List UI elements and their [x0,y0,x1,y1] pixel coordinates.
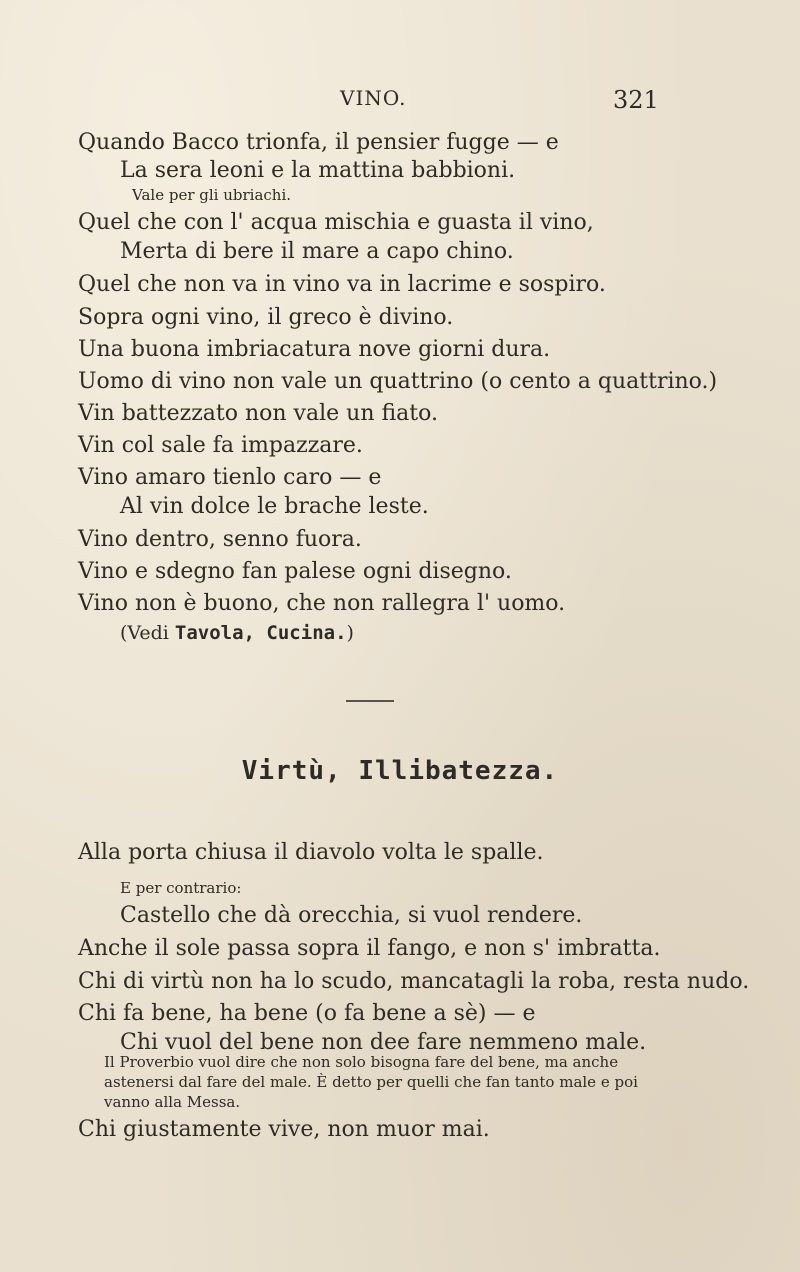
proverb-line: Uomo di vino non vale un quattrino (o cento a quattrino.) [78,369,718,394]
see-also-link: Tavola, Cucina. [174,622,347,644]
proverb-line: Vino amaro tienlo caro — e [78,465,382,490]
see-also-reference [120,622,354,644]
proverb-line: Quel che non va in vino va in lacrime e sospiro. [78,272,606,297]
proverb-line: Vino non è buono, che non rallegra l' uomo. [78,591,566,616]
proverb-line: Vin battezzato non vale un fiato. [78,401,438,426]
section-divider [346,700,394,702]
proverb-line: Chi di virtù non ha lo scudo, mancatagli la roba, resta nudo. [78,969,750,994]
page-header [0,86,800,116]
proverb-line: Quando Bacco trionfa, il pensier fugge — e [78,130,559,155]
proverb-line: Vino e sdegno fan palese ogni disegno. [78,559,512,584]
proverb-note: E per contrario: [120,879,242,897]
proverb-line: Castello che dà orecchia, si vuol rendere. [120,903,583,928]
proverb-line: Vin col sale fa impazzare. [78,433,363,458]
proverb-line: Chi giustamente vive, non muor mai. [78,1117,490,1142]
proverb-line: La sera leoni e la mattina babbioni. [120,158,516,183]
proverb-line: Merta di bere il mare a capo chino. [120,239,514,264]
proverb-line: Anche il sole passa sopra il fango, e non s' imbratta. [78,936,661,961]
see-also-suffix: ) [346,622,354,644]
proverb-line: Vino dentro, senno fuora. [78,527,362,552]
page-number: 321 [613,86,659,114]
see-also-prefix: (Vedi [120,622,175,644]
section-title: Virtù, Illibatezza. [241,756,559,786]
proverb-line: Chi vuol del bene non dee fare nemmeno male. [120,1030,647,1055]
proverb-line: Quel che con l' acqua mischia e guasta il vino, [78,210,594,235]
explanatory-note: Il Proverbio vuol dire che non solo bisogna fare del bene, ma anche astenersi dal fare del male. È detto per quelli che fan tanto male e poi vanno alla Messa. [104,1053,638,1111]
running-title: VINO. [340,86,407,110]
proverb-note: Vale per gli ubriachi. [132,186,292,204]
proverb-line: Al vin dolce le brache leste. [120,494,429,519]
proverb-line: Alla porta chiusa il diavolo volta le spalle. [78,840,544,865]
proverb-line: Una buona imbriacatura nove giorni dura. [78,337,551,362]
proverb-line: Chi fa bene, ha bene (o fa bene a sè) — e [78,1001,536,1026]
proverb-line: Sopra ogni vino, il greco è divino. [78,305,454,330]
